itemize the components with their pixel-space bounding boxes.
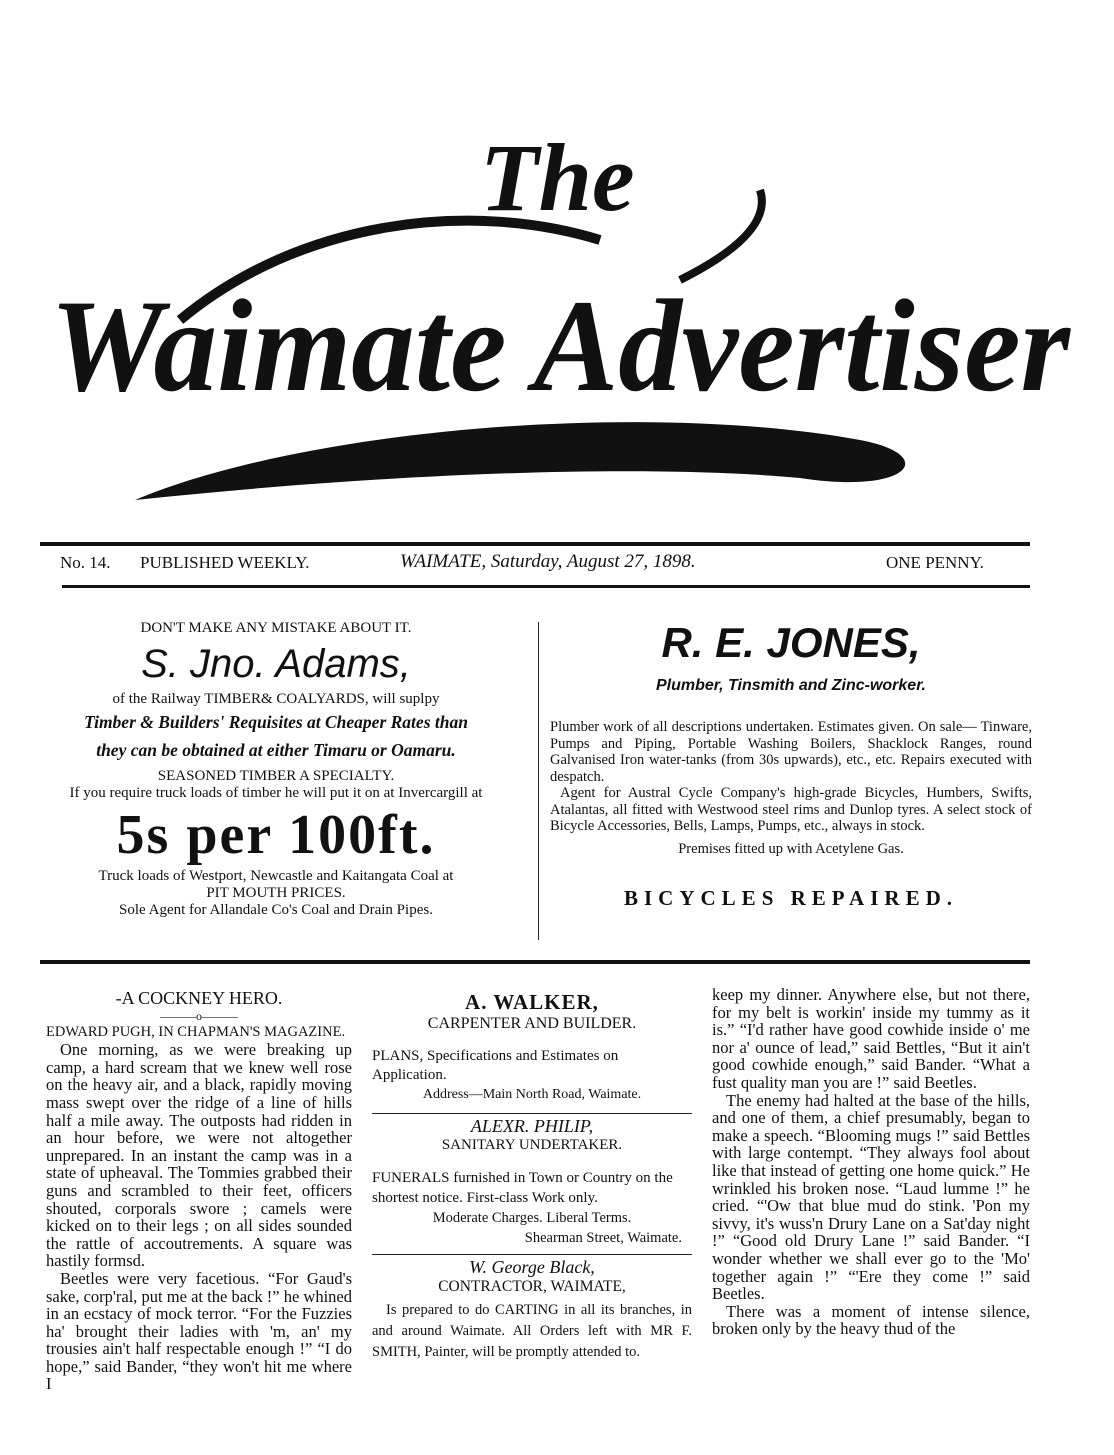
ad-black-body: Is prepared to do CARTING in all its branches, in and around Waimate. All Orders left with MR F. SMITH, Painter, will be promptly attended to. <box>372 1302 692 1360</box>
story-paragraph-2: Beetles were very facetious. “For Gaud's sake, corp'ral, put me at the back !” he whined in an ecstacy of mock terror. “For the Fuzzies ha' brought their ladies with 'm, an' my trousies ain't half respectable enough !” “I do hope,” said Bander, “they won't hit me where I <box>46 1268 352 1394</box>
issue-date: WAIMATE, Saturday, August 27, 1898. <box>400 551 696 572</box>
ad-walker-trade: CARPENTER AND BUILDER. <box>427 1015 637 1032</box>
ad-adams-line7: PIT MOUTH PRICES. <box>206 885 346 901</box>
header-rule-bottom <box>62 585 1030 588</box>
ad-adams-line8: Sole Agent for Allandale Co's Coal and Drain Pipes. <box>119 902 433 918</box>
middle-rule-2 <box>372 1254 692 1255</box>
story-title: -A COCKNEY HERO. <box>115 988 283 1008</box>
masthead <box>40 70 1080 540</box>
header-rule-top <box>40 542 1030 546</box>
ad-philip-terms: Moderate Charges. Liberal Terms. <box>432 1210 632 1226</box>
ad-adams-line6: Truck loads of Westport, Newcastle and Kaitangata Coal at <box>98 868 454 884</box>
ad-philip-trade: SANITARY UNDERTAKER. <box>441 1137 623 1153</box>
ad-adams-kicker: DON'T MAKE ANY MISTAKE ABOUT IT. <box>140 620 412 636</box>
ad-adams-line3: they can be obtained at either Timaru or Oamaru. <box>96 740 456 760</box>
story-paragraph-4: The enemy had halted at the base of the hills, and one of them, a chief presumably, began to make a speech. “Blooming mugs !” said Bettles with large contempt. “They always fool about like that instead of getting one home quick.” He wrinkled his broken nose. “Laud lumme !” he cried. “'Ow that blue mud do stink. 'Pon my sivvy, it's wuss'n Drury Lane on a Sat'day night !” “Good old Drury Lane !” said Bander. “I wonder whether we shall ever go to the 'Mo' together again !” “'Ere they come !” said Beetles. <box>712 1090 1030 1304</box>
ad-walker-name: A. WALKER, <box>465 990 599 1014</box>
ad-walker-address: Address—Main North Road, Waimate. <box>422 1087 642 1102</box>
dateline <box>60 553 1060 577</box>
ad-black <box>372 1257 692 1363</box>
story-column-1 <box>46 990 352 1393</box>
ad-adams-name: S. Jno. Adams, <box>141 642 411 686</box>
ad-jones-name: R. E. JONES, <box>661 619 921 666</box>
ad-adams-line4: SEASONED TIMBER A SPECIALTY. <box>157 768 395 784</box>
ad-philip-address: Shearman Street, Waimate. <box>524 1230 682 1246</box>
ad-jones-body: Plumber work of all descriptions undertaken. Estimates given. On sale— Tinware, Pumps and Piping, Portable Washing Boilers, Shacklock Ranges, round Galvanised Iron water-tanks (from 30s upwards), etc., etc. Repairs executed with despatch. <box>550 719 1032 785</box>
issue-number: No. 14. <box>60 553 111 572</box>
masthead-the: The <box>480 124 635 231</box>
ad-jones-agent: Agent for Austral Cycle Company's high-grade Bicycles, Humbers, Swifts, Atalantas, all fitted with Westwood steel rims and Dunlop tyres. A select stock of Bicycle Accessories, Bells, Lamps, Pumps, etc., always in stock. <box>550 785 1032 834</box>
story-paragraph-1: One morning, as we were breaking up camp, a hard scream that we knew well rose on the heavy air, and a black, rapidly moving mass swept over the ridge of a line of hills half a mile away. The outposts had ridden in an hour before, we were not altogether unprepared. In an instant the camp was in a state of upheaval. The Tommies grabbed their guns and scrambled to their feet, officers shouted, corporals swore ; camels were kicked on to their legs ; on all sides sounded the rattle of accoutrements. A square was hastily formsd. <box>46 1040 352 1271</box>
story-byline: EDWARD PUGH, IN CHAPMAN'S MAGAZINE. <box>46 1023 346 1040</box>
ad-adams-line2: Timber & Builders' Requisites at Cheaper Rates than <box>84 712 468 732</box>
ads-rule <box>40 960 1030 964</box>
story-divider: ———o——— <box>160 1008 238 1023</box>
ad-philip <box>372 1116 692 1248</box>
ad-adams-price: 5s per 100ft. <box>116 804 436 866</box>
ad-divider <box>538 622 539 940</box>
ad-adams <box>22 620 530 919</box>
ad-philip-body: FUNERALS furnished in Town or Country on the shortest notice. First-class Work only. <box>372 1170 673 1206</box>
ad-black-trade: CONTRACTOR, WAIMATE, <box>438 1278 626 1295</box>
story-paragraph-3: keep my dinner. Anywhere else, but not there, for my belt is workin' inside my tummy as it is.” “I'd rather have good cowhide inside o' me nor a' ounce of lead,” said Bettles, “But it ain't good cowhide enough,” said Bander. “What a fust quality man you are !” said Beetles. <box>712 985 1030 1092</box>
publication-frequency: PUBLISHED WEEKLY. <box>140 553 310 572</box>
issue-price: ONE PENNY. <box>886 553 984 572</box>
story-column-3 <box>712 986 1030 1338</box>
ad-jones <box>550 615 1032 911</box>
ad-adams-line1: of the Railway TIMBER& COALYARDS, will suplpy <box>112 691 440 707</box>
ad-black-name: W. George Black, <box>469 1257 595 1277</box>
masthead-title: Waimate Advertiser <box>50 272 1072 419</box>
ad-jones-trade: Plumber, Tinsmith and Zinc-worker. <box>656 677 926 694</box>
ad-philip-name: ALEXR. PHILIP, <box>470 1116 594 1136</box>
ad-jones-premises: Premises fitted up with Acetylene Gas. <box>678 840 904 857</box>
middle-column-ads <box>372 990 692 1363</box>
ad-jones-banner: BICYCLES REPAIRED. <box>624 885 958 910</box>
middle-rule-1 <box>372 1113 692 1114</box>
story-paragraph-5: There was a moment of intense silence, broken only by the heavy thud of the <box>712 1301 1030 1339</box>
ad-walker <box>372 990 692 1105</box>
ad-walker-body: PLANS, Specifications and Estimates on Application. <box>372 1048 619 1083</box>
masthead-logo <box>40 70 1080 540</box>
ad-adams-line5: If you require truck loads of timber he will put it on at Invercargill at <box>69 785 483 801</box>
